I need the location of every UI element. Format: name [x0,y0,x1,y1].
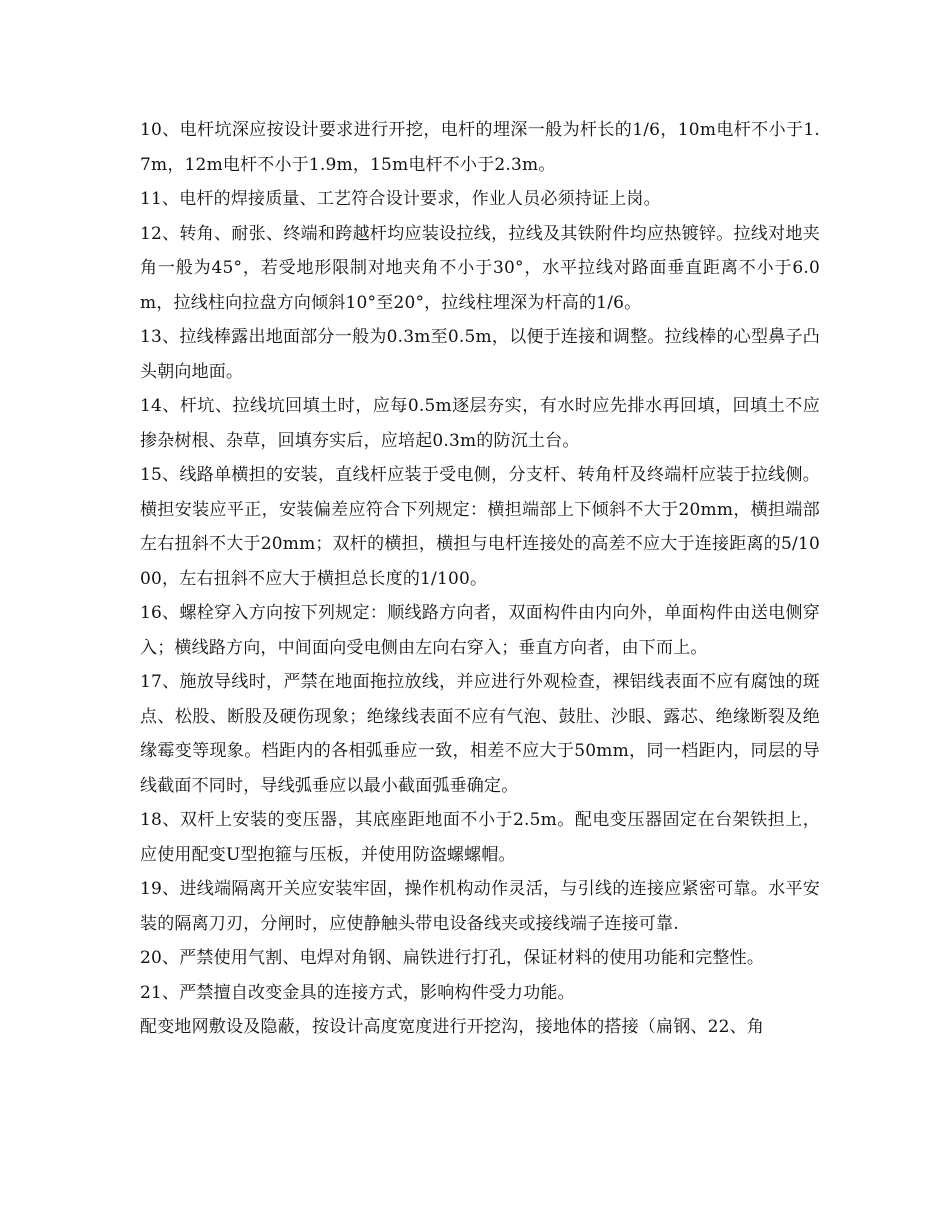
paragraph-21: 21、严禁擅自改变金具的连接方式，影响构件受力功能。 [140,982,575,1003]
paragraph-18: 18、双杆上安装的变压器，其底座距地面不小于2.5m。配电变压器固定在台架铁担上，应使用配变U型抱箍与压板，并使用防盗螺螺帽。 [140,810,820,865]
paragraph-13: 13、拉线棒露出地面部分一般为0.3m至0.5m，以便于连接和调整。拉线棒的心型鼻子凸头朝向地面。 [140,327,820,382]
paragraph-16: 16、螺栓穿入方向按下列规定：顺线路方向者，双面构件由内向外，单面构件由送电侧穿入；横线路方向，中间面向受电侧由左向右穿入；垂直方向者，由下而上。 [140,603,820,658]
paragraph-11: 11、电杆的焊接质量、工艺符合设计要求，作业人员必须持证上岗。 [140,189,661,209]
paragraph-14: 14、杆坑、拉线坑回填土时，应每0.5m逐层夯实，有水时应先排水再回填，回填土不应掺杂树根、杂草，回填夯实后，应培起0.3m的防沉土台。 [140,396,820,451]
paragraph-17: 17、施放导线时，严禁在地面拖拉放线，并应进行外观检查，裸铝线表面不应有腐蚀的斑点、松股、断股及硬伤现象；绝缘线表面不应有气泡、鼓肚、沙眼、露芯、绝缘断裂及绝缘霉变等现象。档距内的各相弧垂应一致，相差不应大于50mm，同一档距内，同层的导线截面不同时，导线弧垂应以最小截面弧垂确定。 [140,672,820,796]
paragraph-20: 20、严禁使用气割、电焊对角钢、扁铁进行打孔，保证材料的使用功能和完整性。 [140,948,765,968]
paragraph-10: 10、电杆坑深应按设计要求进行开挖，电杆的埋深一般为杆长的1/6，10m电杆不小于1.7m，12m电杆不小于1.9m，15m电杆不小于2.3m。 [140,120,820,175]
document-body [140,113,820,1045]
paragraph-19: 19、进线端隔离开关应安装牢固，操作机构动作灵活，与引线的连接应紧密可靠。水平安装的隔离刀刃，分闸时，应使静触头带电设备线夹或接线端子连接可靠. [140,879,820,934]
paragraph-12: 12、转角、耐张、终端和跨越杆均应装设拉线，拉线及其铁附件均应热镀锌。拉线对地夹角一般为45°，若受地形限制对地夹角不小于30°，水平拉线对路面垂直距离不小于6.0m，拉线柱向拉盘方向倾斜10°至20°，拉线柱埋深为杆高的1/6。 [140,223,820,313]
paragraph-grounding: 配变地网敷设及隐蔽，按设计高度宽度进行开挖沟，接地体的搭接（扁钢、22、角 [140,1017,765,1037]
paragraph-15: 15、线路单横担的安装，直线杆应装于受电侧，分支杆、转角杆及终端杆应装于拉线侧。横担安装应平正，安装偏差应符合下列规定：横担端部上下倾斜不大于20mm，横担端部左右扭斜不大于20mm；双杆的横担，横担与电杆连接处的高差不应大于连接距离的5/1000，左右扭斜不应大于横担总长度的1/100。 [140,465,820,589]
